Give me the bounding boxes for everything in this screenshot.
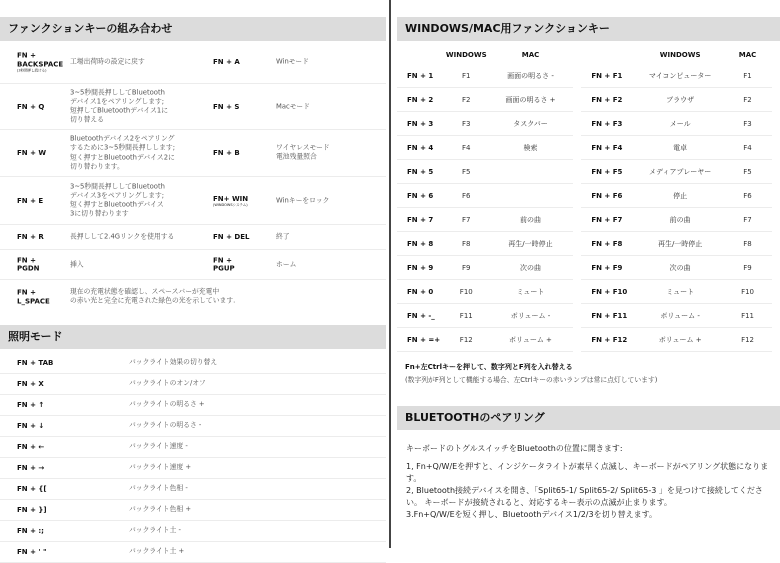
lighting-key-label: FN + }] — [17, 506, 47, 514]
wm-windows-cell: メディアプレーヤー — [637, 160, 723, 184]
fn-key-label: FN + PGUP — [213, 256, 235, 273]
lighting-row — [0, 416, 386, 437]
wm-key-cell: FN + 9 — [397, 256, 445, 280]
wm-key-cell: FN + -_ — [397, 304, 445, 328]
lighting-key-desc: バックライト速度 - — [129, 442, 188, 450]
wm-windows-cell: F8 — [445, 232, 488, 256]
left-column — [0, 0, 386, 563]
lighting-row — [0, 437, 386, 458]
wm-mac-cell: F1 — [723, 64, 772, 88]
fn-key-desc: ワイヤレスモード 電池残量照合 — [276, 143, 330, 161]
wm-gap-cell — [573, 232, 581, 256]
fn-key-label: FN + S — [213, 102, 240, 111]
wm-windows-cell: F5 — [445, 160, 488, 184]
wm-windows-cell: F3 — [445, 112, 488, 136]
lighting-key-label: FN + TAB — [17, 359, 54, 367]
wm-table-row — [397, 64, 772, 88]
wm-mac-cell: ミュート — [488, 280, 574, 304]
fn-key-desc: Winモード — [276, 57, 309, 66]
fn-key-note: (3秒間押し続ける) — [17, 68, 47, 73]
wm-table-row — [397, 328, 772, 352]
wm-windows-cell: F1 — [445, 64, 488, 88]
wm-table-row — [397, 112, 772, 136]
wm-key-cell: FN + F3 — [581, 112, 637, 136]
wm-key-cell: FN + F5 — [581, 160, 637, 184]
lighting-row — [0, 458, 386, 479]
wm-mac-cell: F3 — [723, 112, 772, 136]
lighting-row — [0, 353, 386, 374]
lighting-row — [0, 395, 386, 416]
wm-mac-cell: タスクバー — [488, 112, 574, 136]
fn-combo-row — [0, 250, 386, 280]
ctrl-note — [397, 362, 780, 384]
bluetooth-body — [397, 430, 780, 521]
wm-windows-cell: F12 — [445, 328, 488, 352]
lighting-key-desc: バックライトの明るさ - — [129, 421, 202, 429]
fn-combo-row — [0, 130, 386, 177]
wm-gap-cell — [573, 64, 581, 88]
wm-windows-cell: F6 — [445, 184, 488, 208]
wm-mac-cell: F7 — [723, 208, 772, 232]
wm-key-cell: FN + 3 — [397, 112, 445, 136]
wm-windows-cell: ミュート — [637, 280, 723, 304]
wm-gap-cell — [573, 160, 581, 184]
lighting-key-desc: バックライト色相 - — [129, 484, 188, 492]
wm-mac-cell: 画面の明るさ - — [488, 64, 574, 88]
fn-key-label: FN+ WIN (WINDOWSシステム) — [213, 194, 249, 207]
bluetooth-steps: 1, Fn+Q/W/Eを押すと、インジケータライトが素早く点滅し、キーボードがペアリング状態になります。 2, Bluetooth接続デバイスを開き、「Split65-1/ Split65-2/ Split65-3 」を見つけて接続してください。 キーボードが接続されると、対応するキー表示の点滅が止まります。 3.Fn+Q/W/Eを短く押し、Bluetoothデバイス1/2/3を切り替えます。 — [406, 462, 769, 519]
wm-windows-cell: F7 — [445, 208, 488, 232]
wm-mac-cell: 前の曲 — [488, 208, 574, 232]
wm-gap-cell — [573, 256, 581, 280]
wm-gap-cell — [573, 136, 581, 160]
wm-table — [397, 45, 772, 352]
wm-mac-cell: F6 — [723, 184, 772, 208]
wm-mac-cell: F9 — [723, 256, 772, 280]
wm-windows-cell: 停止 — [637, 184, 723, 208]
wm-key-cell: FN + F7 — [581, 208, 637, 232]
fn-combo-header: ファンクションキーの組み合わせ — [0, 17, 386, 41]
lighting-key-label: FN + X — [17, 380, 44, 388]
wm-gap-cell — [573, 328, 581, 352]
fn-key-label: FN + A — [213, 57, 240, 66]
lighting-key-label: FN + ' " — [17, 548, 47, 556]
wm-key-cell: FN + 2 — [397, 88, 445, 112]
wm-gap-cell — [573, 184, 581, 208]
wm-key-cell: FN + F1 — [581, 64, 637, 88]
fn-key-desc: 長押しして2.4Gリンクを使用する — [70, 232, 175, 241]
wm-mac-cell: 再生/一時停止 — [488, 232, 574, 256]
wm-mac-cell — [488, 184, 574, 208]
wm-key-cell: FN + 7 — [397, 208, 445, 232]
lighting-key-label: FN + ↓ — [17, 422, 45, 430]
wm-windows-cell: F10 — [445, 280, 488, 304]
wm-mac-cell: F11 — [723, 304, 772, 328]
fn-key-desc: Macモード — [276, 101, 310, 110]
fn-key-label: FN + W — [17, 148, 47, 157]
wm-mac-cell: F2 — [723, 88, 772, 112]
fn-key-desc: 3~5秒間長押ししてBluetooth デバイス1をペアリングします; 短押してBluetoothデバイス1に 切り替える — [70, 87, 169, 124]
wm-mac-cell — [488, 160, 574, 184]
wm-table-row — [397, 184, 772, 208]
wm-key-cell: FN + F9 — [581, 256, 637, 280]
wm-windows-cell: F4 — [445, 136, 488, 160]
wm-key-cell: FN + F8 — [581, 232, 637, 256]
wm-mac-cell: F4 — [723, 136, 772, 160]
fn-key-desc: 現在の充電状態を確認し、スペースバーが充電中 の赤い光と完全に充電された緑色の光を示しています. — [70, 287, 236, 305]
fn-combo-row — [0, 41, 386, 84]
wm-key-cell: FN + 0 — [397, 280, 445, 304]
wm-mac-cell: F8 — [723, 232, 772, 256]
fn-key-desc: 3~5秒間長押ししてBluetooth デバイス3をペアリングします; 短く押すとBluetoothデバイス 3に切り替わります — [70, 181, 165, 218]
wm-gap-cell — [573, 304, 581, 328]
wm-table-row — [397, 256, 772, 280]
wm-key-cell: FN + 6 — [397, 184, 445, 208]
wm-table-row — [397, 232, 772, 256]
lighting-key-label: FN + → — [17, 464, 45, 472]
lighting-table — [0, 353, 386, 563]
wm-key-cell: FN + F11 — [581, 304, 637, 328]
lighting-key-label: FN + ← — [17, 443, 45, 451]
wm-key-cell: FN + F4 — [581, 136, 637, 160]
fn-key-desc: Winキーをロック — [276, 195, 330, 204]
lighting-key-desc: バックライト土 + — [129, 547, 185, 555]
lighting-header: 照明モード — [0, 325, 386, 349]
wm-table-row — [397, 304, 772, 328]
wm-gap-cell — [573, 280, 581, 304]
wm-table-row — [397, 160, 772, 184]
col-mac-label: MAC — [521, 50, 540, 59]
ctrl-note-title: Fn+左Ctrlキーを押して、数字列とF列を入れ替える — [405, 363, 573, 371]
wm-header: WINDOWS/MAC用ファンクションキー — [397, 17, 780, 41]
wm-key-cell: FN + =+ — [397, 328, 445, 352]
lighting-row — [0, 479, 386, 500]
fn-combo-row — [0, 84, 386, 130]
lighting-key-label: FN + {[ — [17, 485, 47, 493]
wm-key-cell: FN + F12 — [581, 328, 637, 352]
fn-key-label: FN + L_SPACE — [17, 288, 50, 305]
wm-gap-cell — [573, 88, 581, 112]
col-windows-label: WINDOWS — [445, 50, 487, 59]
lighting-key-desc: バックライトの明るさ + — [129, 400, 205, 408]
fn-key-label: FN + B — [213, 148, 240, 157]
fn-combo-row — [0, 280, 386, 314]
lighting-row — [0, 500, 386, 521]
lighting-key-desc: バックライト効果の切り替え — [129, 358, 218, 366]
right-column — [397, 0, 780, 521]
fn-key-label: FN + Q — [17, 102, 45, 111]
col-mac-label: MAC — [738, 50, 757, 59]
wm-windows-cell: 電卓 — [637, 136, 723, 160]
wm-mac-cell: F10 — [723, 280, 772, 304]
fn-key-note: (WINDOWSシステム) — [213, 202, 248, 207]
wm-table-header — [397, 45, 772, 64]
fn-key-label: FN + DEL — [213, 232, 250, 241]
fn-key-label: FN + E — [17, 196, 44, 205]
wm-windows-cell: F2 — [445, 88, 488, 112]
lighting-key-label: FN + :; — [17, 527, 44, 535]
wm-windows-cell: メール — [637, 112, 723, 136]
lighting-key-label: FN + ↑ — [17, 401, 45, 409]
fn-key-desc: 終了 — [276, 232, 290, 241]
wm-key-cell: FN + 5 — [397, 160, 445, 184]
bluetooth-header: BLUETOOTHのペアリング — [397, 406, 780, 430]
wm-windows-cell: 次の曲 — [637, 256, 723, 280]
fn-key-desc: 挿入 — [70, 259, 84, 268]
wm-key-cell: FN + 4 — [397, 136, 445, 160]
lighting-key-desc: バックライト速度 + — [129, 463, 192, 471]
wm-key-cell: FN + F6 — [581, 184, 637, 208]
wm-windows-cell: F11 — [445, 304, 488, 328]
ctrl-note-body: (数字列がF列として機能する場合、左Ctrlキーの赤いランプは常に点灯しています) — [405, 376, 658, 384]
fn-key-label: FN + BACKSPACE (3秒間押し続ける) — [17, 51, 64, 73]
wm-gap-cell — [573, 112, 581, 136]
wm-key-cell: FN + F10 — [581, 280, 637, 304]
col-windows-label: WINDOWS — [659, 50, 701, 59]
wm-table-row — [397, 208, 772, 232]
lighting-key-desc: バックライトのオン/オフ — [129, 379, 206, 387]
fn-key-label: FN + PGDN — [17, 256, 40, 273]
fn-key-desc: Bluetoothデバイス2をペアリング するために3~5秒間長押しします; 短く押すとBluetoothデバイス2に 切り替わります。 — [70, 134, 175, 171]
wm-windows-cell: ボリューム - — [637, 304, 723, 328]
wm-mac-cell: ボリューム + — [488, 328, 574, 352]
wm-key-cell: FN + 8 — [397, 232, 445, 256]
wm-key-cell: FN + F2 — [581, 88, 637, 112]
wm-mac-cell: 次の曲 — [488, 256, 574, 280]
lighting-row — [0, 542, 386, 563]
bluetooth-intro: キーボードのトグルスイッチをBluetoothの位置に開きます: — [406, 444, 623, 453]
wm-table-row — [397, 280, 772, 304]
wm-windows-cell: ボリューム + — [637, 328, 723, 352]
wm-windows-cell: マイコンピューター — [637, 64, 723, 88]
wm-table-row — [397, 88, 772, 112]
wm-mac-cell: F5 — [723, 160, 772, 184]
center-divider — [389, 0, 391, 548]
wm-windows-cell: 再生/一時停止 — [637, 232, 723, 256]
wm-windows-cell: ブラウザ — [637, 88, 723, 112]
lighting-key-desc: バックライト色相 + — [129, 505, 192, 513]
fn-combo-table — [0, 41, 386, 314]
fn-key-desc: 工場出荷時の設定に戻す — [70, 57, 145, 66]
wm-gap-cell — [573, 208, 581, 232]
lighting-row — [0, 374, 386, 395]
fn-key-label: FN + R — [17, 232, 44, 241]
lighting-key-desc: バックライト土 - — [129, 526, 181, 534]
fn-key-desc: ホーム — [276, 259, 297, 268]
wm-mac-cell: F12 — [723, 328, 772, 352]
wm-windows-cell: F9 — [445, 256, 488, 280]
wm-mac-cell: 検索 — [488, 136, 574, 160]
fn-combo-row — [0, 225, 386, 250]
wm-table-row — [397, 136, 772, 160]
lighting-row — [0, 521, 386, 542]
fn-combo-row — [0, 177, 386, 225]
wm-windows-cell: 前の曲 — [637, 208, 723, 232]
wm-mac-cell: 画面の明るさ + — [488, 88, 574, 112]
wm-mac-cell: ボリューム - — [488, 304, 574, 328]
wm-key-cell: FN + 1 — [397, 64, 445, 88]
